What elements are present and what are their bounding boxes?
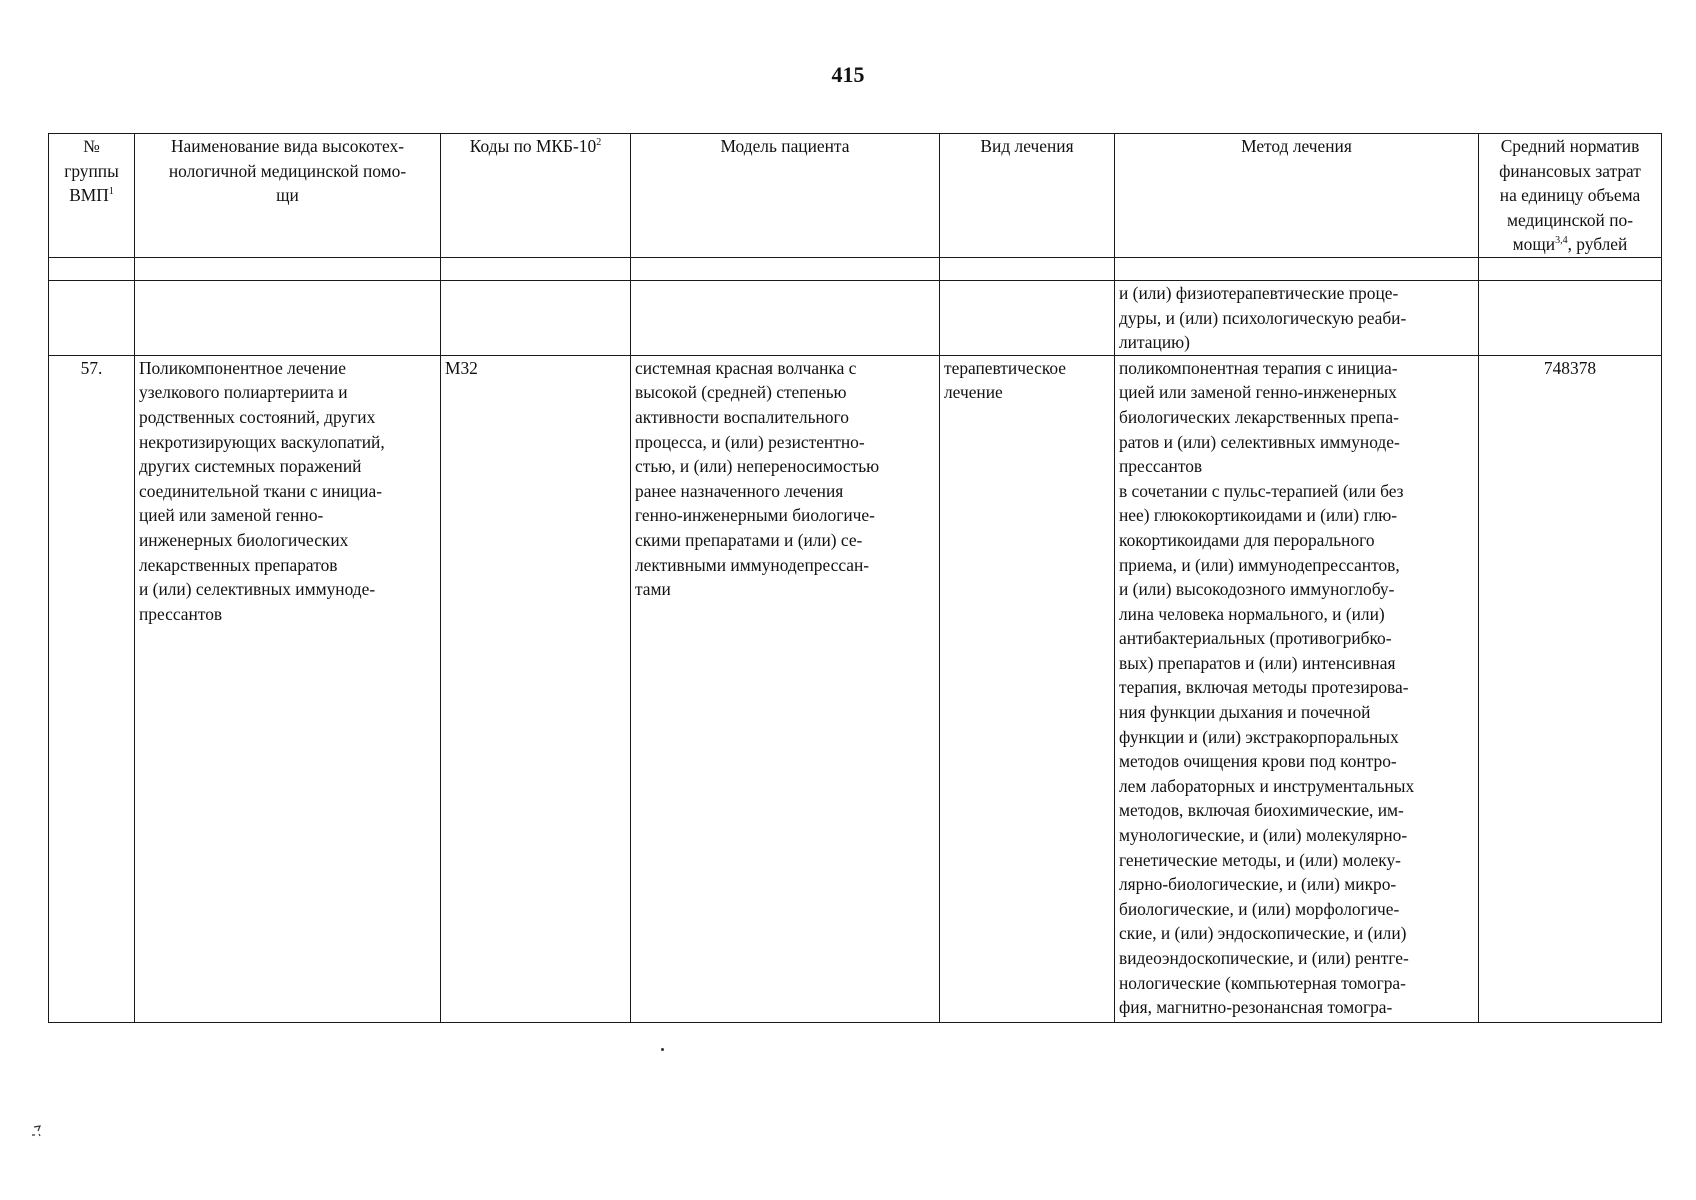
text-line: мунологические, и (или) молекулярно- [1119,825,1408,846]
empty-cell [631,257,940,280]
text-line: ратов и (или) селективных иммуноде- [1119,431,1400,452]
treatment-type-cell [940,355,1115,1022]
header-line: мощи$^{3,4}$, рублей [1512,234,1628,255]
empty-cell [1479,257,1662,280]
empty-cell [49,257,135,280]
icd-codes-cell [441,355,631,1022]
text-line: и (или) высокодозного иммуноглобу- [1119,579,1395,600]
text-line: прессантов [139,603,223,624]
text-line: цией или заменой генно-инженерных [1119,382,1397,403]
empty-cell [441,257,631,280]
empty-separator-row [49,257,1662,280]
empty-cell [135,280,441,355]
text-line: тами [635,579,671,600]
header-treatment-method [1115,134,1479,258]
header-line: Средний норматив [1500,136,1640,156]
text-line: лина человека нормального, и (или) [1119,603,1385,624]
text-line: скими препаратами и (или) се- [635,529,863,550]
text-line: приема, и (или) иммунодепрессантов, [1119,554,1400,575]
header-line: Модель пациента [720,136,850,156]
header-line: Наименование вида высокотех- [170,136,405,156]
text-line: прессантов [1119,456,1203,477]
empty-cell [1479,280,1662,355]
empty-cell [135,257,441,280]
text-line: функции и (или) экстракорпоральных [1119,726,1399,747]
text-line: биологические, и (или) морфологиче- [1119,898,1400,919]
text-line: генно-инженерными биологиче- [635,505,875,526]
text-line: лективными иммунодепрессан- [635,554,870,575]
header-line: Коды по МКБ-10 [469,136,597,156]
text-line: ния функции дыхания и почечной [1119,702,1371,723]
icd-code: M32 [445,357,478,378]
scan-mark-icon [30,1124,48,1138]
header-group-number [49,134,135,258]
header-patient-model [631,134,940,258]
vmp-table [48,133,1662,1023]
text-line: в сочетании с пульс-терапией (или без [1119,480,1404,501]
group-number-cell [49,355,135,1022]
treatment-method-cell [1115,355,1479,1022]
text-line: поликомпонентная терапия с инициа- [1119,357,1398,378]
table-row-57 [49,355,1662,1022]
empty-cell [940,257,1115,280]
text-line: методов, включая биохимические, им- [1119,800,1404,821]
cost-cell [1479,355,1662,1022]
text-line: фия, магнитно-резонансная томогра- [1119,997,1393,1018]
text-line: цией или заменой генно- [139,505,324,526]
header-line: финансовых затрат [1499,160,1641,181]
header-line: группы [64,160,119,181]
text-line: лем лабораторных и инструментальных [1119,775,1415,796]
header-line: медицинской по- [1507,209,1633,230]
header-line: на единицу объема [1499,185,1641,206]
header-icd-codes [441,134,631,258]
text-line: системная красная волчанка с [635,357,857,378]
empty-cell [441,280,631,355]
text-line: соединительной ткани с инициа- [139,480,383,501]
text-line: стью, и (или) непереносимостью [635,456,880,477]
text-line: вых) препаратов и (или) интенсивная [1119,652,1396,673]
text-line: процесса, и (или) резистентно- [635,431,865,452]
text-line: методов очищения крови под контро- [1119,751,1397,772]
header-line: щи [276,185,299,206]
text-line: антибактериальных (противогрибко- [1119,628,1392,649]
table-header-row [49,134,1662,258]
header-treatment-type [940,134,1115,258]
header-line: нологичной медицинской помо- [168,160,407,181]
text-line: некротизирующих васкулопатий, [139,431,385,452]
text-line: терапевтическое [944,357,1067,378]
text-line: нологические (компьютерная томогра- [1119,972,1406,993]
text-line: лекарственных препаратов [139,554,338,575]
footnote-mark: 3,4 [1555,235,1568,247]
text-line: и (или) селективных иммуноде- [139,579,376,600]
text-line: инженерных биологических [139,529,349,550]
header-line: Метод лечения [1241,136,1352,156]
text-line: дуры, и (или) психологическую реаби- [1119,307,1407,328]
empty-cell [49,280,135,355]
scan-speck [661,1048,664,1051]
cost-value: 748378 [1543,357,1597,378]
header-line: № [83,136,100,156]
text-line: лечение [944,382,1003,403]
header-line: Вид лечения [980,136,1074,156]
empty-cell [631,280,940,355]
care-name-cell [135,355,441,1022]
empty-cell [940,280,1115,355]
header-line: ВМП$^1$ [69,185,114,206]
continuation-row [49,280,1662,355]
text-line: терапия, включая методы протезирова- [1119,677,1409,698]
text-line: ранее назначенного лечения [635,480,844,501]
continuation-method-cell [1115,280,1479,355]
text-line: лярно-биологические, и (или) микро- [1119,874,1397,895]
footnote-mark: 1 [108,186,114,198]
text-line: литацию) [1119,332,1190,353]
page-number: 415 [831,62,865,87]
text-line: видеоэндоскопические, и (или) рентге- [1119,948,1409,968]
empty-cell [1115,257,1479,280]
text-line: Поликомпонентное лечение [139,357,346,378]
patient-model-cell [631,355,940,1022]
text-line: нее) глюкокортикоидами и (или) глю- [1119,505,1398,526]
text-line: активности воспалительного [635,406,849,427]
text-line: биологических лекарственных препа- [1119,406,1399,427]
text-line: и (или) физиотерапевтические проце- [1119,282,1399,303]
group-number: 57. [80,357,103,378]
text-line: генетические методы, и (или) молеку- [1119,849,1401,870]
text-line: других системных поражений [139,456,362,477]
header-cost-standard [1479,134,1662,258]
footnote-mark: 2 [596,137,602,149]
text-line: высокой (средней) степенью [635,382,847,403]
header-care-name [135,134,441,258]
text-line: родственных состояний, других [139,406,376,427]
text-line: ские, и (или) эндоскопические, и (или) [1119,923,1407,944]
text-line: узелкового полиартериита и [139,382,348,403]
text-line: кокортикоидами для перорального [1119,529,1375,550]
